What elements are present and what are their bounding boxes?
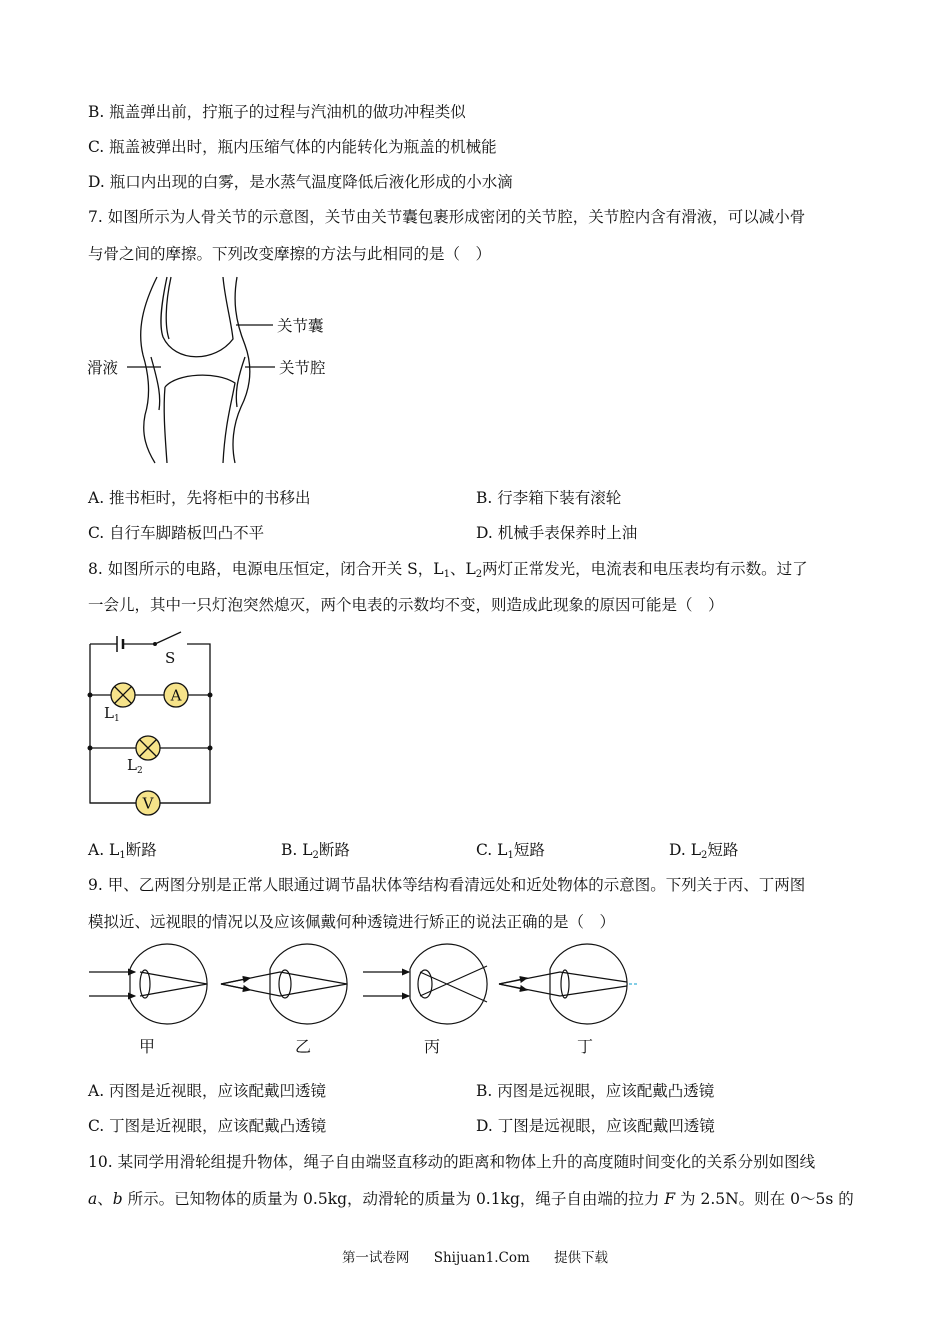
eye-yi-icon bbox=[221, 944, 347, 1024]
eye-ding-icon bbox=[499, 944, 639, 1024]
circuit-diagram bbox=[85, 628, 220, 813]
label-bing: 丙 bbox=[423, 1037, 441, 1056]
footer-download-text: 提供下载 bbox=[554, 1250, 609, 1266]
lamp-l2-icon bbox=[136, 736, 160, 760]
q7-option-a: A. 推书柜时，先将柜中的书移出 bbox=[88, 489, 311, 507]
label-jia: 甲 bbox=[138, 1037, 156, 1056]
q8-option-a: A. $L_1$断路 bbox=[88, 841, 157, 861]
lamp-l1-label: $L_1$ bbox=[104, 704, 120, 724]
q9-stem-line2: 模拟近、远视眼的情况以及应该佩戴何种透镜进行矫正的说法正确的是（ ） bbox=[88, 913, 616, 931]
q9-option-c: C. 丁图是近视眼，应该配戴凸透镜 bbox=[88, 1117, 327, 1135]
q9-option-a: A. 丙图是近视眼，应该配戴凹透镜 bbox=[88, 1082, 327, 1100]
label-yi: 乙 bbox=[294, 1037, 312, 1056]
q7-option-c: C. 自行车脚踏板凹凸不平 bbox=[88, 524, 265, 542]
label-synovial-fluid: 滑液 bbox=[87, 359, 119, 377]
q8-stem-line2: 一会儿，其中一只灯泡突然熄灭，两个电表的示数均不变，则造成此现象的原因可能是（ ） bbox=[88, 596, 724, 614]
joint-diagram bbox=[85, 275, 355, 465]
q10-stem-line1: 10. 某同学用滑轮组提升物体，绳子自由端竖直移动的距离和物体上升的高度随时间变化的关系分别如图线 bbox=[88, 1153, 816, 1171]
q8-option-c: C. $L_1$短路 bbox=[476, 841, 545, 861]
page-footer bbox=[0, 1246, 950, 1266]
q9-option-d: D. 丁图是远视眼，应该配戴凹透镜 bbox=[476, 1117, 715, 1135]
label-ding: 丁 bbox=[576, 1037, 594, 1056]
q7-stem-line1: 7. 如图所示为人骨关节的示意图，关节由关节囊包裹形成密闭的关节腔，关节腔内含有滑液，可以减小骨 bbox=[88, 208, 806, 226]
q9-option-b: B. 丙图是远视眼，应该配戴凸透镜 bbox=[476, 1082, 715, 1100]
label-joint-cavity: 关节腔 bbox=[279, 359, 326, 377]
q6-option-d: D. 瓶口内出现的白雾，是水蒸气温度降低后液化形成的小水滴 bbox=[88, 173, 513, 191]
svg-text:A: A bbox=[170, 686, 182, 705]
eye-diagrams bbox=[85, 942, 645, 1062]
footer-site-name: 第一试卷网 bbox=[341, 1250, 410, 1266]
svg-text:V: V bbox=[142, 794, 154, 813]
q6-option-c: C. 瓶盖被弹出时，瓶内压缩气体的内能转化为瓶盖的机械能 bbox=[88, 138, 497, 156]
q6-option-b: B. 瓶盖弹出前，拧瓶子的过程与汽油机的做功冲程类似 bbox=[88, 103, 466, 121]
q7-option-d: D. 机械手表保养时上油 bbox=[476, 524, 638, 542]
q8-stem-line1: 8. 如图所示的电路，电源电压恒定，闭合开关 S，$L_1$、$L_2$两灯正常发光，电流表和电压表均有示数。过了 bbox=[88, 560, 808, 580]
q8-option-b: B. $L_2$断路 bbox=[281, 841, 350, 861]
q9-stem-line1: 9. 甲、乙两图分别是正常人眼通过调节晶状体等结构看清远处和近处物体的示意图。下列关于丙、丁两图 bbox=[88, 876, 806, 894]
voltmeter-icon bbox=[136, 791, 160, 815]
switch-label: S bbox=[165, 649, 176, 667]
eye-bing-icon bbox=[363, 944, 487, 1024]
label-joint-capsule: 关节囊 bbox=[277, 317, 324, 335]
q8-option-d: D. $L_2$短路 bbox=[669, 841, 739, 861]
footer-site-domain: Shijuan1.Com bbox=[433, 1250, 530, 1266]
eye-jia-icon bbox=[89, 944, 207, 1024]
q7-option-b: B. 行李箱下装有滚轮 bbox=[476, 489, 622, 507]
ammeter-icon bbox=[164, 683, 188, 707]
q10-stem-line2: a、b 所示。已知物体的质量为 0.5kg，动滑轮的质量为 0.1kg，绳子自由端的拉力 F 为 2.5N。则在 0～5s 的 bbox=[88, 1190, 854, 1208]
q7-stem-line2: 与骨之间的摩擦。下列改变摩擦的方法与此相同的是（ ） bbox=[88, 245, 492, 263]
lamp-l1-icon bbox=[111, 683, 135, 707]
lamp-l2-label: $L_2$ bbox=[127, 756, 143, 776]
